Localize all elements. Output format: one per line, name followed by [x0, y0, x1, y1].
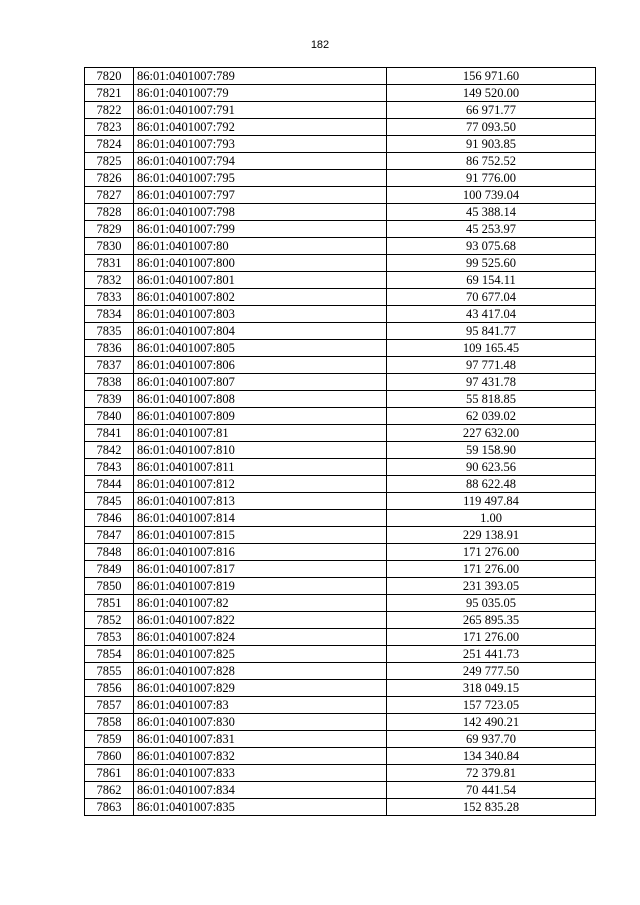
row-number-cell: 7842: [85, 442, 134, 459]
row-number-cell: 7860: [85, 748, 134, 765]
cadastral-number-cell: 86:01:0401007:834: [134, 782, 387, 799]
cadastral-value-cell: 142 490.21: [387, 714, 596, 731]
cadastral-value-cell: 152 835.28: [387, 799, 596, 816]
table-row: [85, 544, 596, 561]
table-row: [85, 663, 596, 680]
table-row: [85, 374, 596, 391]
table-row: [85, 629, 596, 646]
cadastral-value-cell: 249 777.50: [387, 663, 596, 680]
cadastral-number-cell: 86:01:0401007:798: [134, 204, 387, 221]
row-number-cell: 7825: [85, 153, 134, 170]
cadastral-value-cell: 171 276.00: [387, 629, 596, 646]
cadastral-value-cell: 93 075.68: [387, 238, 596, 255]
row-number-cell: 7821: [85, 85, 134, 102]
cadastral-value-cell: 171 276.00: [387, 561, 596, 578]
cadastral-number-cell: 86:01:0401007:801: [134, 272, 387, 289]
cadastral-number-cell: 86:01:0401007:832: [134, 748, 387, 765]
cadastral-value-cell: 70 441.54: [387, 782, 596, 799]
cadastral-value-cell: 149 520.00: [387, 85, 596, 102]
cadastral-value-cell: 45 388.14: [387, 204, 596, 221]
cadastral-number-cell: 86:01:0401007:803: [134, 306, 387, 323]
table-row: [85, 425, 596, 442]
table-row: [85, 221, 596, 238]
row-number-cell: 7837: [85, 357, 134, 374]
row-number-cell: 7840: [85, 408, 134, 425]
row-number-cell: 7850: [85, 578, 134, 595]
cadastral-number-cell: 86:01:0401007:809: [134, 408, 387, 425]
row-number-cell: 7857: [85, 697, 134, 714]
row-number-cell: 7862: [85, 782, 134, 799]
row-number-cell: 7833: [85, 289, 134, 306]
table-row: [85, 646, 596, 663]
table-row: [85, 578, 596, 595]
row-number-cell: 7824: [85, 136, 134, 153]
cadastral-value-cell: 62 039.02: [387, 408, 596, 425]
cadastral-number-cell: 86:01:0401007:833: [134, 765, 387, 782]
cadastral-value-cell: 59 158.90: [387, 442, 596, 459]
cadastral-value-cell: 134 340.84: [387, 748, 596, 765]
cadastral-number-cell: 86:01:0401007:805: [134, 340, 387, 357]
cadastral-value-cell: 157 723.05: [387, 697, 596, 714]
cadastral-number-cell: 86:01:0401007:797: [134, 187, 387, 204]
table-row: [85, 119, 596, 136]
row-number-cell: 7856: [85, 680, 134, 697]
cadastral-value-cell: 99 525.60: [387, 255, 596, 272]
row-number-cell: 7841: [85, 425, 134, 442]
row-number-cell: 7859: [85, 731, 134, 748]
row-number-cell: 7836: [85, 340, 134, 357]
cadastral-number-cell: 86:01:0401007:791: [134, 102, 387, 119]
row-number-cell: 7835: [85, 323, 134, 340]
cadastral-value-cell: 97 771.48: [387, 357, 596, 374]
cadastral-value-cell: 265 895.35: [387, 612, 596, 629]
cadastral-number-cell: 86:01:0401007:808: [134, 391, 387, 408]
cadastral-number-cell: 86:01:0401007:82: [134, 595, 387, 612]
cadastral-number-cell: 86:01:0401007:831: [134, 731, 387, 748]
table-row: [85, 391, 596, 408]
table-row: [85, 442, 596, 459]
table-row: [85, 323, 596, 340]
table-row: [85, 799, 596, 816]
cadastral-value-cell: 43 417.04: [387, 306, 596, 323]
cadastral-value-cell: 227 632.00: [387, 425, 596, 442]
cadastral-number-cell: 86:01:0401007:807: [134, 374, 387, 391]
cadastral-number-cell: 86:01:0401007:804: [134, 323, 387, 340]
cadastral-number-cell: 86:01:0401007:794: [134, 153, 387, 170]
row-number-cell: 7858: [85, 714, 134, 731]
cadastral-number-cell: 86:01:0401007:829: [134, 680, 387, 697]
table-row: [85, 714, 596, 731]
table-body: [85, 68, 596, 816]
cadastral-value-cell: 77 093.50: [387, 119, 596, 136]
cadastral-value-cell: 91 903.85: [387, 136, 596, 153]
row-number-cell: 7839: [85, 391, 134, 408]
table-row: [85, 561, 596, 578]
row-number-cell: 7828: [85, 204, 134, 221]
cadastral-number-cell: 86:01:0401007:819: [134, 578, 387, 595]
cadastral-number-cell: 86:01:0401007:81: [134, 425, 387, 442]
row-number-cell: 7822: [85, 102, 134, 119]
cadastral-value-cell: 66 971.77: [387, 102, 596, 119]
cadastral-number-cell: 86:01:0401007:816: [134, 544, 387, 561]
cadastral-number-cell: 86:01:0401007:80: [134, 238, 387, 255]
row-number-cell: 7831: [85, 255, 134, 272]
cadastral-number-cell: 86:01:0401007:792: [134, 119, 387, 136]
cadastral-number-cell: 86:01:0401007:814: [134, 510, 387, 527]
row-number-cell: 7851: [85, 595, 134, 612]
cadastral-value-cell: 69 154.11: [387, 272, 596, 289]
cadastral-number-cell: 86:01:0401007:824: [134, 629, 387, 646]
cadastral-number-cell: 86:01:0401007:793: [134, 136, 387, 153]
table-row: [85, 408, 596, 425]
row-number-cell: 7843: [85, 459, 134, 476]
table-row: [85, 510, 596, 527]
table-row: [85, 255, 596, 272]
row-number-cell: 7848: [85, 544, 134, 561]
table-row: [85, 153, 596, 170]
cadastral-value-cell: 70 677.04: [387, 289, 596, 306]
table-row: [85, 680, 596, 697]
row-number-cell: 7829: [85, 221, 134, 238]
cadastral-number-cell: 86:01:0401007:835: [134, 799, 387, 816]
row-number-cell: 7846: [85, 510, 134, 527]
table-row: [85, 136, 596, 153]
table-row: [85, 238, 596, 255]
table-row: [85, 187, 596, 204]
row-number-cell: 7863: [85, 799, 134, 816]
row-number-cell: 7852: [85, 612, 134, 629]
cadastral-value-cell: 156 971.60: [387, 68, 596, 85]
cadastral-value-cell: 1.00: [387, 510, 596, 527]
row-number-cell: 7820: [85, 68, 134, 85]
cadastral-number-cell: 86:01:0401007:795: [134, 170, 387, 187]
table-row: [85, 731, 596, 748]
cadastral-value-cell: 251 441.73: [387, 646, 596, 663]
cadastral-value-cell: 97 431.78: [387, 374, 596, 391]
cadastral-number-cell: 86:01:0401007:812: [134, 476, 387, 493]
table-row: [85, 272, 596, 289]
table-row: [85, 102, 596, 119]
cadastral-number-cell: 86:01:0401007:79: [134, 85, 387, 102]
cadastral-number-cell: 86:01:0401007:800: [134, 255, 387, 272]
table-row: [85, 68, 596, 85]
row-number-cell: 7861: [85, 765, 134, 782]
row-number-cell: 7844: [85, 476, 134, 493]
cadastral-number-cell: 86:01:0401007:802: [134, 289, 387, 306]
row-number-cell: 7823: [85, 119, 134, 136]
table-row: [85, 493, 596, 510]
row-number-cell: 7855: [85, 663, 134, 680]
cadastral-number-cell: 86:01:0401007:817: [134, 561, 387, 578]
cadastral-number-cell: 86:01:0401007:806: [134, 357, 387, 374]
cadastral-value-cell: 109 165.45: [387, 340, 596, 357]
row-number-cell: 7847: [85, 527, 134, 544]
table-row: [85, 85, 596, 102]
cadastral-value-cell: 45 253.97: [387, 221, 596, 238]
row-number-cell: 7849: [85, 561, 134, 578]
table-row: [85, 306, 596, 323]
cadastral-value-cell: 91 776.00: [387, 170, 596, 187]
cadastral-value-cell: 318 049.15: [387, 680, 596, 697]
cadastral-number-cell: 86:01:0401007:822: [134, 612, 387, 629]
table-row: [85, 765, 596, 782]
table-row: [85, 204, 596, 221]
cadastral-value-cell: 86 752.52: [387, 153, 596, 170]
row-number-cell: 7853: [85, 629, 134, 646]
cadastral-value-cell: 100 739.04: [387, 187, 596, 204]
row-number-cell: 7854: [85, 646, 134, 663]
cadastral-value-cell: 90 623.56: [387, 459, 596, 476]
cadastral-number-cell: 86:01:0401007:83: [134, 697, 387, 714]
row-number-cell: 7832: [85, 272, 134, 289]
cadastral-value-cell: 95 035.05: [387, 595, 596, 612]
table-row: [85, 527, 596, 544]
cadastral-value-cell: 88 622.48: [387, 476, 596, 493]
row-number-cell: 7838: [85, 374, 134, 391]
cadastral-number-cell: 86:01:0401007:830: [134, 714, 387, 731]
cadastral-value-cell: 231 393.05: [387, 578, 596, 595]
row-number-cell: 7845: [85, 493, 134, 510]
cadastral-value-cell: 69 937.70: [387, 731, 596, 748]
row-number-cell: 7830: [85, 238, 134, 255]
table-row: [85, 612, 596, 629]
table-row: [85, 459, 596, 476]
cadastral-number-cell: 86:01:0401007:811: [134, 459, 387, 476]
cadastral-value-cell: 229 138.91: [387, 527, 596, 544]
cadastral-number-cell: 86:01:0401007:813: [134, 493, 387, 510]
table-row: [85, 357, 596, 374]
table-row: [85, 476, 596, 493]
cadastral-value-cell: 119 497.84: [387, 493, 596, 510]
table-row: [85, 340, 596, 357]
row-number-cell: 7827: [85, 187, 134, 204]
cadastral-value-cell: 171 276.00: [387, 544, 596, 561]
table-row: [85, 697, 596, 714]
cadastral-number-cell: 86:01:0401007:810: [134, 442, 387, 459]
table-row: [85, 595, 596, 612]
cadastral-number-cell: 86:01:0401007:815: [134, 527, 387, 544]
cadastral-number-cell: 86:01:0401007:825: [134, 646, 387, 663]
cadastral-value-cell: 55 818.85: [387, 391, 596, 408]
cadastral-number-cell: 86:01:0401007:828: [134, 663, 387, 680]
cadastral-value-table: [84, 67, 596, 816]
table-row: [85, 748, 596, 765]
row-number-cell: 7834: [85, 306, 134, 323]
row-number-cell: 7826: [85, 170, 134, 187]
table-row: [85, 289, 596, 306]
cadastral-number-cell: 86:01:0401007:789: [134, 68, 387, 85]
cadastral-value-cell: 95 841.77: [387, 323, 596, 340]
table-row: [85, 170, 596, 187]
page-number: 182: [310, 39, 330, 51]
table-row: [85, 782, 596, 799]
cadastral-value-cell: 72 379.81: [387, 765, 596, 782]
cadastral-number-cell: 86:01:0401007:799: [134, 221, 387, 238]
